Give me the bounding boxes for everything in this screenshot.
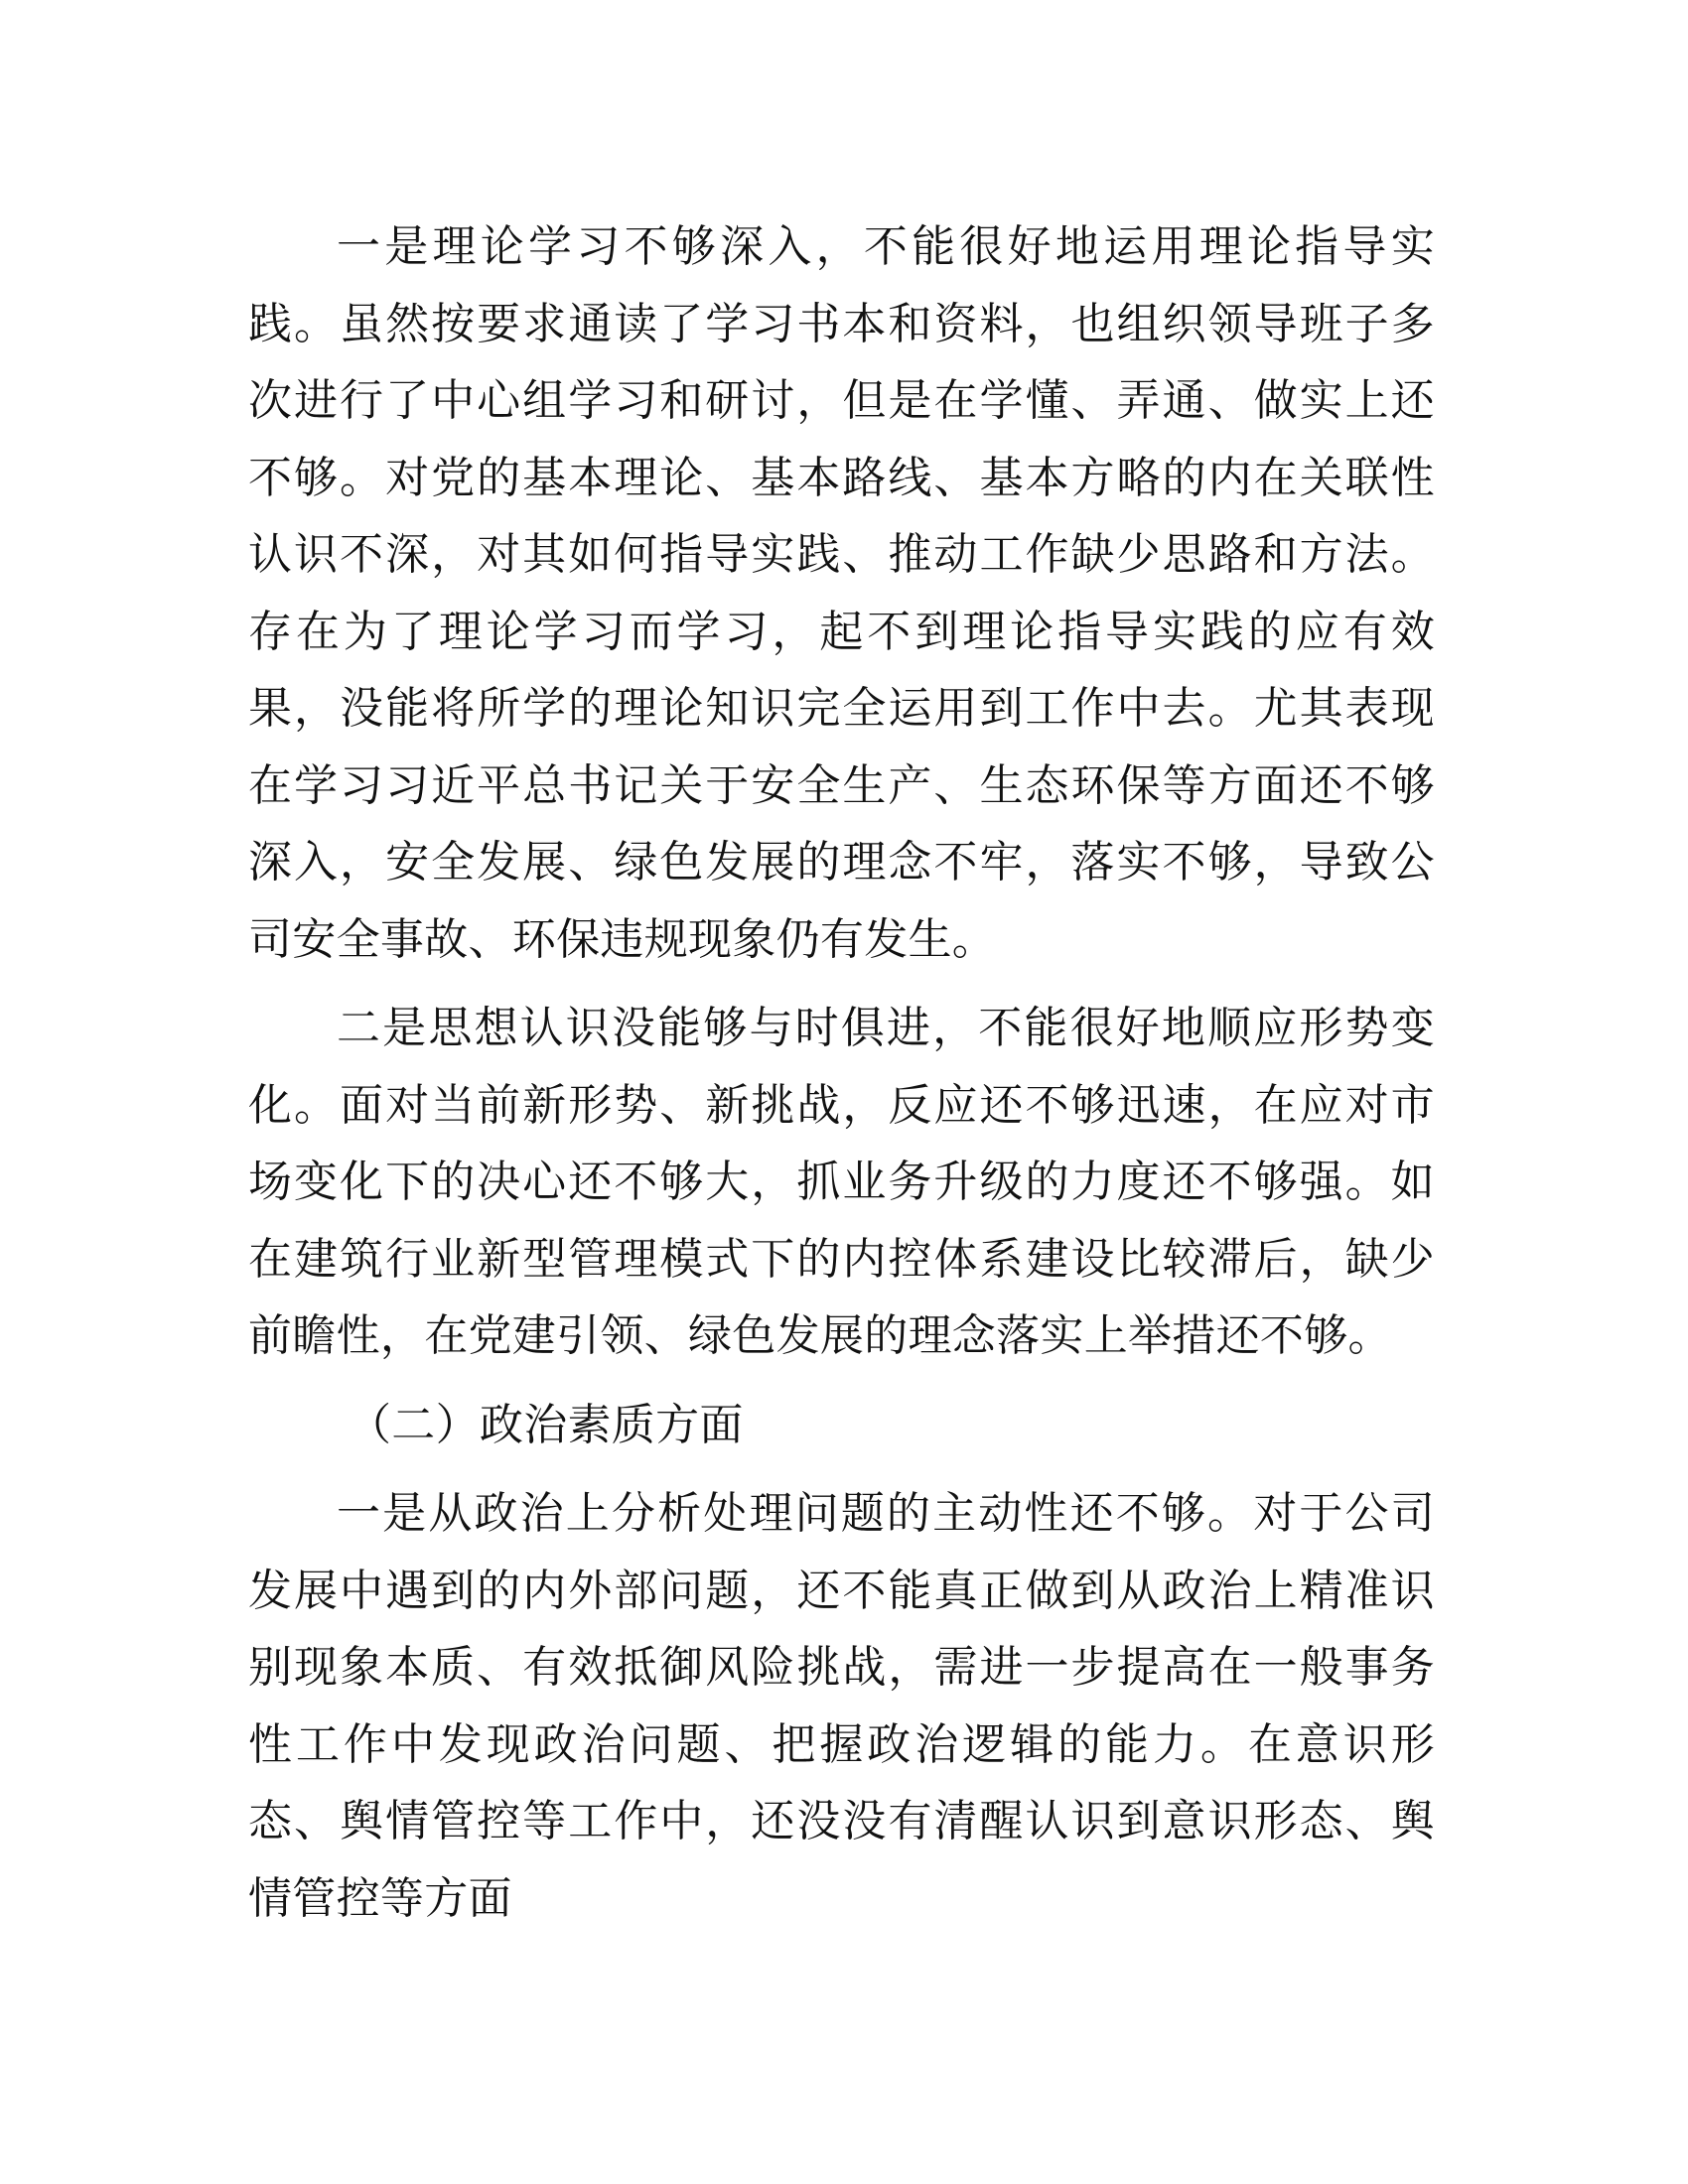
paragraph-theory-study: 一是理论学习不够深入，不能很好地运用理论指导实践。虽然按要求通读了学习书本和资料，也组织领导班子多次进行了中心组学习和研讨，但是在学懂、弄通、做实上还不够。对党的基本理论、基本路线、基本方略的内在关联性认识不深，对其如何指导实践、推动工作缺少思路和方法。存在为了理论学习而学习，起不到理论指导实践的应有效果，没能将所学的理论知识完全运用到工作中去。尤其表现在学习习近平总书记关于安全生产、生态环保等方面还不够深入，安全发展、绿色发展的理念不牢，落实不够，导致公司安全事故、环保违规现象仍有发生。 (248, 221, 1435, 965)
paragraph-gap (248, 978, 1435, 990)
paragraph-political-analysis: 一是从政治上分析处理问题的主动性还不够。对于公司发展中遇到的内外部问题，还不能真正做到从政治上精准识别现象本质、有效抵御风险挑战，需进一步提高在一般事务性工作中发现政治问题、把握政治逻辑的能力。在意识形态、舆情管控等工作中，还没没有清醒认识到意识形态、舆情管控等方面 (248, 1488, 1435, 1924)
paragraph-gap (248, 1375, 1435, 1387)
paragraph-gap (248, 1463, 1435, 1475)
section-heading-political-quality: （二）政治素质方面 (348, 1399, 744, 1450)
document-body (248, 208, 1435, 1937)
paragraph-ideological-awareness: 二是思想认识没能够与时俱进，不能很好地顺应形势变化。面对当前新形势、新挑战，反应还不够迅速，在应对市场变化下的决心还不够大，抓业务升级的力度还不够强。如在建筑行业新型管理模式下的内控体系建设比较滞后，缺少前瞻性，在党建引领、绿色发展的理念落实上举措还不够。 (248, 1003, 1435, 1361)
